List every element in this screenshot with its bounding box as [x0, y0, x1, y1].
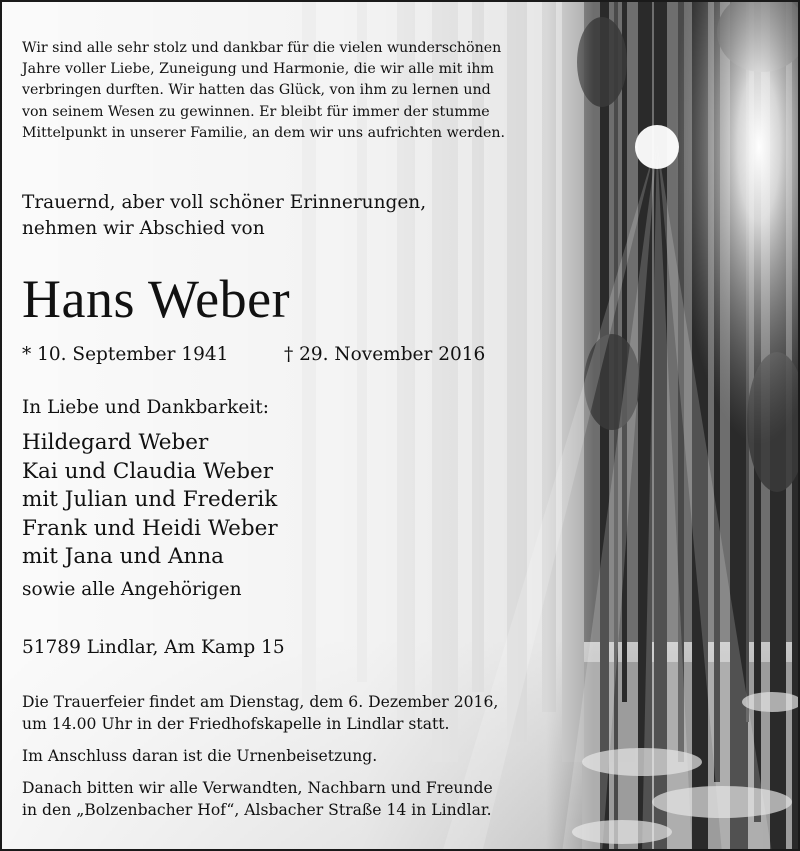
mourners-heading: In Liebe und Dankbarkeit:	[22, 397, 269, 418]
family-address: 51789 Lindlar, Am Kamp 15	[22, 637, 285, 658]
deceased-name: Hans Weber	[22, 269, 291, 329]
intro-line: Mittelpunkt in unserer Familie, an dem wir uns aufrichten werden.	[22, 124, 506, 141]
intro-line: verbringen durften. Wir hatten das Glück, von ihm zu lernen und	[22, 82, 491, 99]
mourner-name: mit Julian und Frederik	[22, 487, 278, 512]
farewell-statement	[22, 190, 426, 242]
intro-paragraph	[22, 38, 582, 144]
reception-line: Danach bitten wir alle Verwandten, Nachbarn und Freunde	[22, 779, 493, 797]
urn-burial-info: Im Anschluss daran ist die Urnenbeisetzung.	[22, 747, 378, 765]
relatives-line: sowie alle Angehörigen	[22, 579, 242, 600]
mourner-name: mit Jana und Anna	[22, 544, 225, 569]
ceremony-line: Die Trauerfeier findet am Dienstag, dem 6. Dezember 2016,	[22, 693, 499, 711]
ceremony-info	[22, 691, 498, 735]
intro-line: Jahre voller Liebe, Zuneigung und Harmonie, die wir alle mit ihm	[22, 61, 494, 78]
reception-invitation	[22, 777, 493, 821]
ceremony-line: um 14.00 Uhr in der Friedhofskapelle in Lindlar statt.	[22, 715, 450, 733]
mourner-name: Frank und Heidi Weber	[22, 515, 278, 541]
mourner-name: Kai und Claudia Weber	[22, 458, 273, 484]
death-date: † 29. November 2016	[284, 344, 486, 365]
intro-line: Wir sind alle sehr stolz und dankbar für die vielen wunderschönen	[22, 40, 502, 56]
reception-line: in den „Bolzenbacher Hof“, Alsbacher Straße 14 in Lindlar.	[22, 801, 492, 819]
farewell-line: Trauernd, aber voll schöner Erinnerungen,	[22, 192, 427, 213]
mourner-name: Hildegard Weber	[22, 430, 209, 455]
farewell-line: nehmen wir Abschied von	[22, 218, 265, 239]
birth-date: * 10. September 1941	[22, 344, 229, 365]
mourners-list	[22, 429, 278, 572]
notice-text-area	[22, 2, 582, 851]
life-dates	[22, 342, 486, 368]
intro-line: von seinem Wesen zu gewinnen. Er bleibt für immer der stumme	[22, 103, 490, 120]
